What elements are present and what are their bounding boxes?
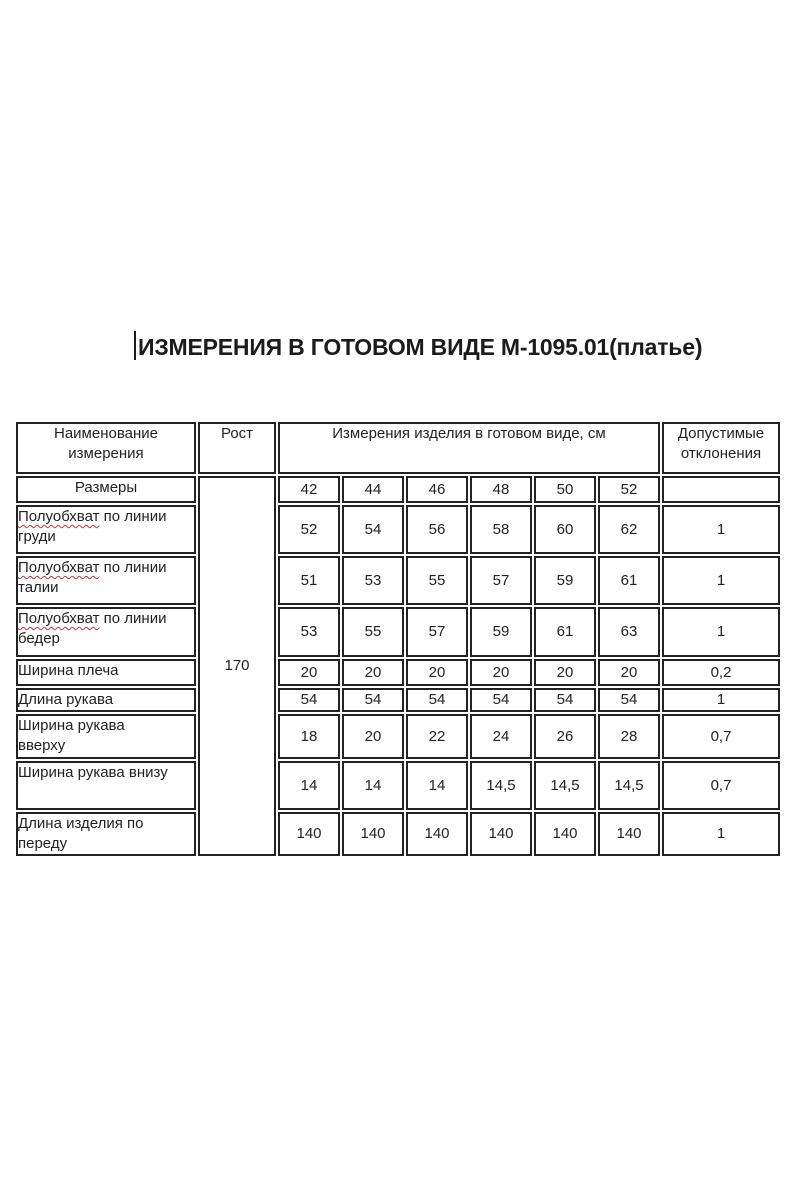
row-label — [18, 558, 176, 598]
value-cell: 14,5 — [534, 761, 596, 810]
value-cell: 61 — [534, 607, 596, 657]
row-label — [18, 763, 176, 783]
height-value-cell: 170 — [198, 476, 276, 856]
row-label-rest: Ширина рукава внизу — [18, 764, 168, 781]
value-cell: 55 — [406, 556, 468, 605]
row-label-cell — [16, 714, 196, 759]
row-label — [18, 716, 176, 756]
value-cell: 14 — [342, 761, 404, 810]
value-cell: 59 — [470, 607, 532, 657]
header-tolerance — [662, 422, 780, 474]
value-cell: 28 — [598, 714, 660, 759]
table-row — [16, 761, 780, 810]
value-cell: 20 — [534, 659, 596, 686]
value-cell: 20 — [342, 659, 404, 686]
row-label-cell — [16, 659, 196, 686]
document-title — [134, 331, 702, 363]
value-cell: 14,5 — [598, 761, 660, 810]
value-cell: 54 — [342, 688, 404, 712]
value-cell: 18 — [278, 714, 340, 759]
value-cell: 54 — [470, 688, 532, 712]
row-label-rest: Длина изделия по переду — [18, 815, 144, 852]
value-cell: 57 — [406, 607, 468, 657]
row-label — [18, 690, 176, 710]
row-label-rest: по линии талии — [18, 559, 167, 596]
header-tolerance-label: Допустимые отклонения — [677, 425, 765, 462]
value-cell: 24 — [470, 714, 532, 759]
value-cell: 53 — [342, 556, 404, 605]
table-row — [16, 556, 780, 605]
size-cell: 42 — [278, 476, 340, 503]
value-cell: 140 — [470, 812, 532, 856]
value-cell: 58 — [470, 505, 532, 554]
tolerance-cell: 1 — [662, 812, 780, 856]
value-cell: 60 — [534, 505, 596, 554]
value-cell: 26 — [534, 714, 596, 759]
size-cell: 48 — [470, 476, 532, 503]
value-cell: 53 — [278, 607, 340, 657]
table-row — [16, 505, 780, 554]
table-row — [16, 607, 780, 657]
value-cell: 20 — [470, 659, 532, 686]
row-label-rest: Ширина рукава вверху — [18, 717, 125, 754]
row-label-cell — [16, 556, 196, 605]
value-cell: 55 — [342, 607, 404, 657]
tolerance-cell: 0,7 — [662, 714, 780, 759]
size-cell: 46 — [406, 476, 468, 503]
value-cell: 63 — [598, 607, 660, 657]
value-cell: 140 — [534, 812, 596, 856]
header-measurement-name-label: Наименование измерения — [54, 425, 158, 462]
value-cell: 140 — [406, 812, 468, 856]
row-label-cell — [16, 505, 196, 554]
size-cell: 50 — [534, 476, 596, 503]
misspelled-word: Полуобхват — [18, 508, 100, 525]
text-cursor-icon — [134, 331, 136, 360]
value-cell: 52 — [278, 505, 340, 554]
tolerance-cell: 1 — [662, 556, 780, 605]
tolerance-cell: 1 — [662, 688, 780, 712]
sizes-row — [16, 476, 780, 503]
value-cell: 14 — [406, 761, 468, 810]
value-cell: 140 — [598, 812, 660, 856]
header-measurements-cm: Измерения изделия в готовом виде, см — [278, 422, 660, 474]
row-label-cell — [16, 761, 196, 810]
row-label — [18, 507, 176, 547]
row-label-rest: Ширина плеча — [18, 662, 119, 679]
table-row — [16, 714, 780, 759]
table-row — [16, 812, 780, 856]
row-label — [18, 609, 176, 649]
value-cell: 59 — [534, 556, 596, 605]
value-cell: 54 — [534, 688, 596, 712]
tolerance-cell: 0,7 — [662, 761, 780, 810]
value-cell: 57 — [470, 556, 532, 605]
value-cell: 51 — [278, 556, 340, 605]
misspelled-word: Полуобхват — [18, 610, 100, 627]
sizes-row-label: Размеры — [16, 476, 196, 503]
row-label — [18, 814, 176, 854]
row-label-rest: по линии груди — [18, 508, 167, 545]
row-label-cell — [16, 688, 196, 712]
row-label-rest: Длина рукава — [18, 691, 114, 708]
value-cell: 20 — [406, 659, 468, 686]
row-label-rest: по линии бедер — [18, 610, 167, 647]
value-cell: 62 — [598, 505, 660, 554]
row-label-cell — [16, 607, 196, 657]
measurements-table — [14, 420, 782, 858]
tolerance-cell: 0,2 — [662, 659, 780, 686]
value-cell: 54 — [342, 505, 404, 554]
document-title-text: ИЗМЕРЕНИЯ В ГОТОВОМ ВИДЕ М-1095.01(платье) — [138, 334, 703, 360]
value-cell: 20 — [342, 714, 404, 759]
value-cell: 61 — [598, 556, 660, 605]
value-cell: 22 — [406, 714, 468, 759]
value-cell: 54 — [406, 688, 468, 712]
header-measurement-name — [16, 422, 196, 474]
row-label — [18, 661, 176, 681]
value-cell: 20 — [278, 659, 340, 686]
misspelled-word: Полуобхват — [18, 559, 100, 576]
tolerance-cell-empty — [662, 476, 780, 503]
value-cell: 140 — [342, 812, 404, 856]
value-cell: 140 — [278, 812, 340, 856]
table-row — [16, 659, 780, 686]
value-cell: 14 — [278, 761, 340, 810]
tolerance-cell: 1 — [662, 505, 780, 554]
row-label-cell — [16, 812, 196, 856]
value-cell: 56 — [406, 505, 468, 554]
value-cell: 54 — [278, 688, 340, 712]
value-cell: 20 — [598, 659, 660, 686]
size-cell: 52 — [598, 476, 660, 503]
value-cell: 54 — [598, 688, 660, 712]
value-cell: 14,5 — [470, 761, 532, 810]
tolerance-cell: 1 — [662, 607, 780, 657]
header-height: Рост — [198, 422, 276, 474]
table-header-row — [16, 422, 780, 474]
table-row — [16, 688, 780, 712]
size-cell: 44 — [342, 476, 404, 503]
